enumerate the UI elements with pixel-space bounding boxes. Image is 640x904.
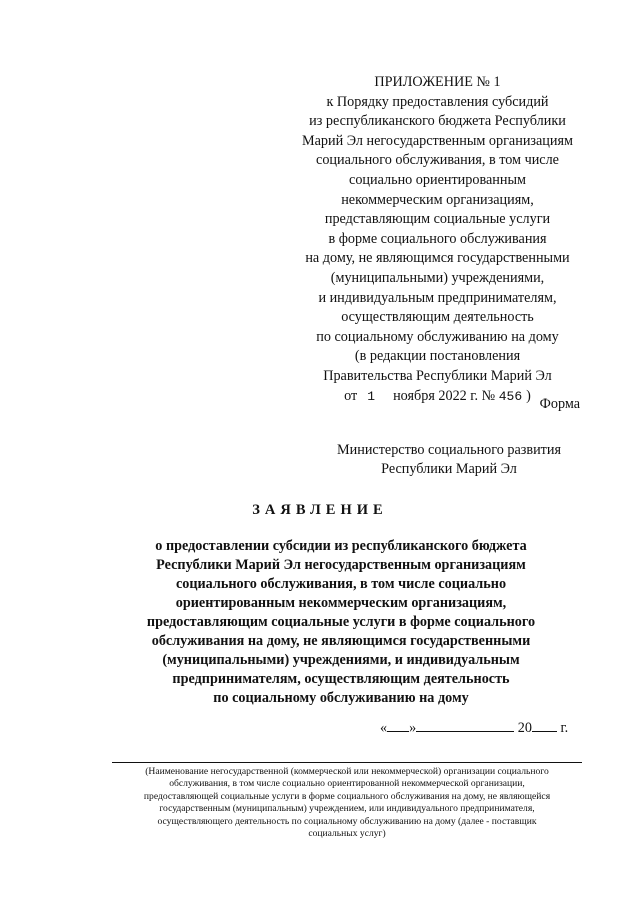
appendix-line: в форме социального обслуживания	[328, 230, 547, 247]
subject-line: предоставляющим социальные услуги в форме социального	[146, 614, 536, 630]
caption-line: (Наименование негосударственной (коммерческой или некоммерческой) организации социального	[145, 766, 549, 777]
date-open-quote: «	[380, 720, 388, 736]
caption-line: осуществляющего деятельность по социальному обслуживанию на дому (далее - поставщик	[157, 815, 537, 827]
caption-line: государственным (муниципальным) учреждением, или индивидуального предпринимателя,	[159, 803, 535, 815]
appendix-line: к Порядку предоставления субсидий	[326, 93, 549, 110]
caption-line: предоставляющей социальные услуги в форме социального обслуживания на дому, не являющейся	[143, 790, 551, 802]
day-blank[interactable]	[387, 719, 409, 732]
resolution-month-year: ноября 2022 г. №	[393, 387, 496, 404]
appendix-line: некоммерческим организациям,	[341, 191, 534, 208]
subject-line: по социальному обслуживанию на дому	[213, 690, 469, 706]
date-prefix: от	[344, 387, 358, 404]
appendix-line: по социальному обслуживанию на дому	[316, 328, 559, 345]
document-title: ЗАЯВЛЕНИЕ	[252, 502, 388, 518]
subject-line: Республики Марий Эл негосударственным организациям	[156, 557, 526, 573]
addressee-line: Республики Марий Эл	[381, 461, 517, 477]
appendix-line: социального обслуживания, в том числе	[316, 152, 559, 169]
subject-line: о предоставлении субсидии из республиканского бюджета	[155, 538, 527, 554]
addressee-block	[318, 441, 580, 479]
resolution-number: 456	[498, 388, 523, 404]
date-close-quote: »	[409, 720, 417, 736]
application-subject	[120, 537, 562, 708]
application-date-field	[380, 719, 580, 737]
subject-line: предпринимателям, осуществляющим деятельность	[172, 671, 510, 687]
appendix-line: и индивидуальным предпринимателям,	[318, 289, 557, 306]
caption-line: обслуживания, в том числе социально ориентированной некоммерческой организации,	[169, 778, 525, 790]
caption-line: социальных услуг)	[308, 828, 386, 840]
subject-line: обслуживания на дому, не являющимся государственными	[151, 633, 531, 649]
resolution-day: 1	[367, 388, 376, 404]
subject-line: социального обслуживания, в том числе социально	[175, 576, 507, 592]
appendix-line: представляющим социальные услуги	[324, 211, 551, 228]
provider-name-line[interactable]	[112, 762, 582, 763]
date-century: 20	[517, 720, 532, 736]
date-suffix: )	[526, 387, 531, 404]
addressee-line: Министерство социального развития	[337, 442, 561, 458]
subject-line: ориентированным некоммерческим организациям,	[175, 595, 507, 611]
appendix-line: социально ориентированным	[349, 171, 526, 188]
appendix-header	[285, 73, 590, 406]
appendix-line: (в редакции постановления	[354, 348, 521, 365]
form-label: Форма	[539, 396, 580, 412]
subject-line: (муниципальными) учреждениями, и индивидуальным	[162, 652, 520, 668]
appendix-line: Правительства Республики Марий Эл	[323, 367, 552, 384]
appendix-line: Марий Эл негосударственным организациям	[302, 132, 573, 149]
appendix-title: ПРИЛОЖЕНИЕ № 1	[374, 74, 501, 90]
provider-name-caption	[108, 766, 586, 840]
date-year-suffix: г.	[560, 720, 569, 736]
appendix-line: осуществляющим деятельность	[341, 309, 534, 326]
appendix-line: на дому, не являющимся государственными	[305, 250, 570, 267]
appendix-line: из республиканского бюджета Республики	[309, 113, 566, 130]
month-blank[interactable]	[416, 719, 514, 732]
appendix-line: (муниципальными) учреждениями,	[330, 269, 545, 286]
year-blank[interactable]	[532, 719, 557, 732]
